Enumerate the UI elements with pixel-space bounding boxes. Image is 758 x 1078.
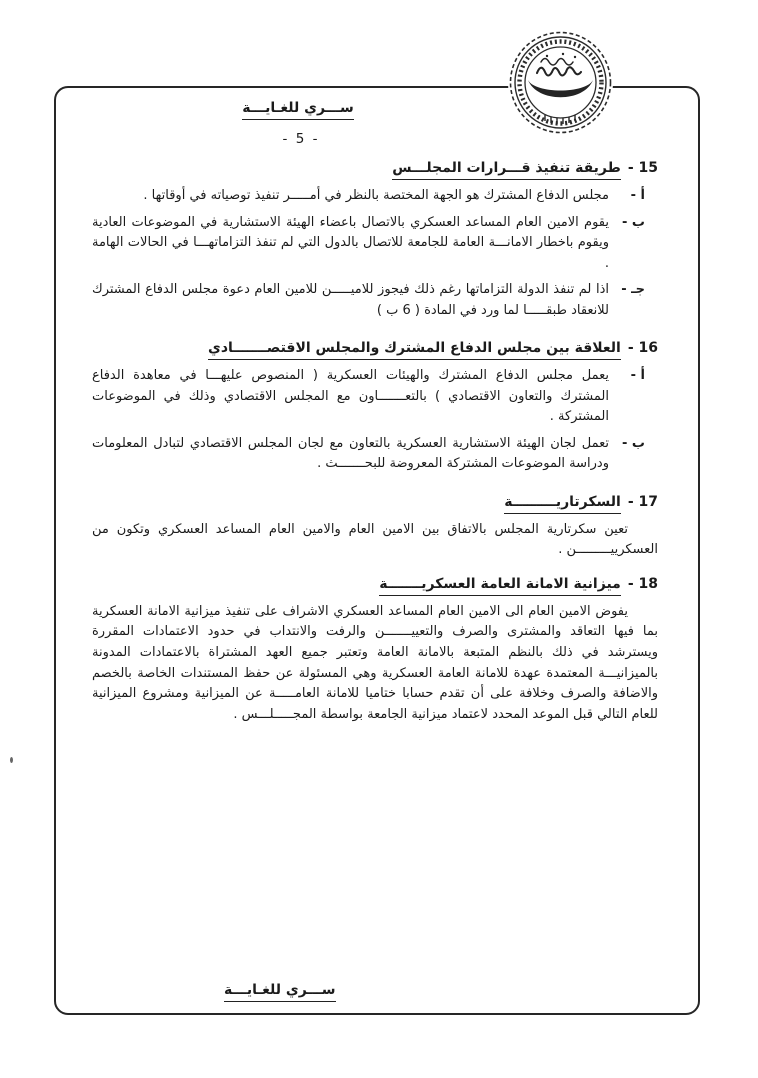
list-item [92,366,645,428]
arab-league-emblem-icon [507,29,614,136]
page-number: - 5 - [282,131,320,147]
section-relation-with-economic-council [92,327,658,481]
section-paragraph: تعين سكرتارية المجلس بالاتفاق بين الامين العام والامين العام المساعد العسكري وتكون من العسكرييـــــــــن . [92,521,658,558]
list-item [92,280,645,321]
section-heading [92,576,658,596]
section-method-of-implementation [92,147,658,327]
classification-bottom [224,982,336,998]
item-text: اذا لم تنفذ الدولة التزاماتها رغم ذلك فيجوز للاميـــــن للامين العام دعوة مجلس الدفاع المشترك للانعقاد طبقـــــا لما ورد في المادة ( 6 ب ) [92,282,609,318]
item-marker: ب - [622,214,645,230]
list-item [92,213,645,275]
item-marker: جـ - [621,282,645,298]
classification-top-text: ســـري للغـايـــة [242,100,354,120]
section-title: طريقة تنفيذ قـــرارات المجلـــس [392,160,621,180]
page-border-frame [54,86,700,1015]
section-title: السكرتاريـــــــــة [504,494,621,514]
section-heading [92,160,658,180]
list-item [92,434,645,475]
scan-artifact [10,757,13,763]
item-text: يعمل مجلس الدفاع المشترك والهيئات العسكرية ( المنصوص عليهـــا في معاهدة الدفاع المشترك والتعاون الاقتصادي ) بالتعـــــــاون مع المجلس الاقتصادي وذلك في الموضوعات المشتركة . [92,368,609,425]
section-number: 18 - [627,575,658,592]
section-title: ميزانية الامانة العامة العسكريـــــــة [379,576,621,596]
list-item [92,186,645,207]
item-marker: أ - [630,188,645,203]
item-text: تعمل لجان الهيئة الاستشارية العسكرية بالتعاون مع لجان المجلس الاقتصادي لتبادل المعلومات ودراسة الموضوعات المشتركة المعروضة للبحـــــــث . [92,435,609,472]
item-text: يقوم الامين العام المساعد العسكري بالاتصال باعضاء الهيئة الاستشارية في الموضوعات العادية ويقوم باخطار الامانـــة العامة للجامعة للاتصال بالدول التي لم تنفذ التزاماتهـــا في الحالات الهامة . [92,214,609,271]
item-marker: أ - [630,368,645,384]
classification-bottom-text: ســـري للغـايـــة [224,982,336,1002]
section-heading [92,494,658,514]
item-marker: ب - [622,435,645,451]
section-number: 15 - [627,160,658,176]
section-heading [92,340,658,360]
section-title: العلاقة بين مجلس الدفاع المشترك والمجلس الاقتصـــــــادي [208,340,621,360]
item-text: مجلس الدفاع المشترك هو الجهة المختصة بالنظر في أمـــــر تنفيذ توصياته في أوقاتها . [143,188,609,203]
section-secretariat [92,481,658,563]
classification-top [242,100,354,116]
section-number: 16 - [627,340,658,357]
section-paragraph: يفوض الامين العام الى الامين العام المساعد العسكري الاشراف على تنفيذ ميزانية الامانة العسكرية بما فيها التعاقد والمشترى والصرف والتعييـــــــن والرفت والانتداب في حدود الاعتمادات المقررة ويسترشد في ذلك بالنظم المتبعة بالامانة العامة وتعتبر جميع العهد المشتراة بالاعتمادات المدونة بالميزانيـــة المعتمدة عهدة للامانة العامة العسكرية وهي المسئولة عن حفظ المستندات الخاصة بالخصم والاضافة والصرف وخلافة على أن تقدم حسابا ختاميا للامانة العامـــــة عن الميزانية ومشروع الميزانية للعام التالي قبل الموعد المحدد لاعتماد ميزانية الجامعة بواسطة المجـــــلـــس . [92,603,658,722]
section-number: 17 - [627,493,658,510]
section-military-secretariat-budget [92,563,658,727]
